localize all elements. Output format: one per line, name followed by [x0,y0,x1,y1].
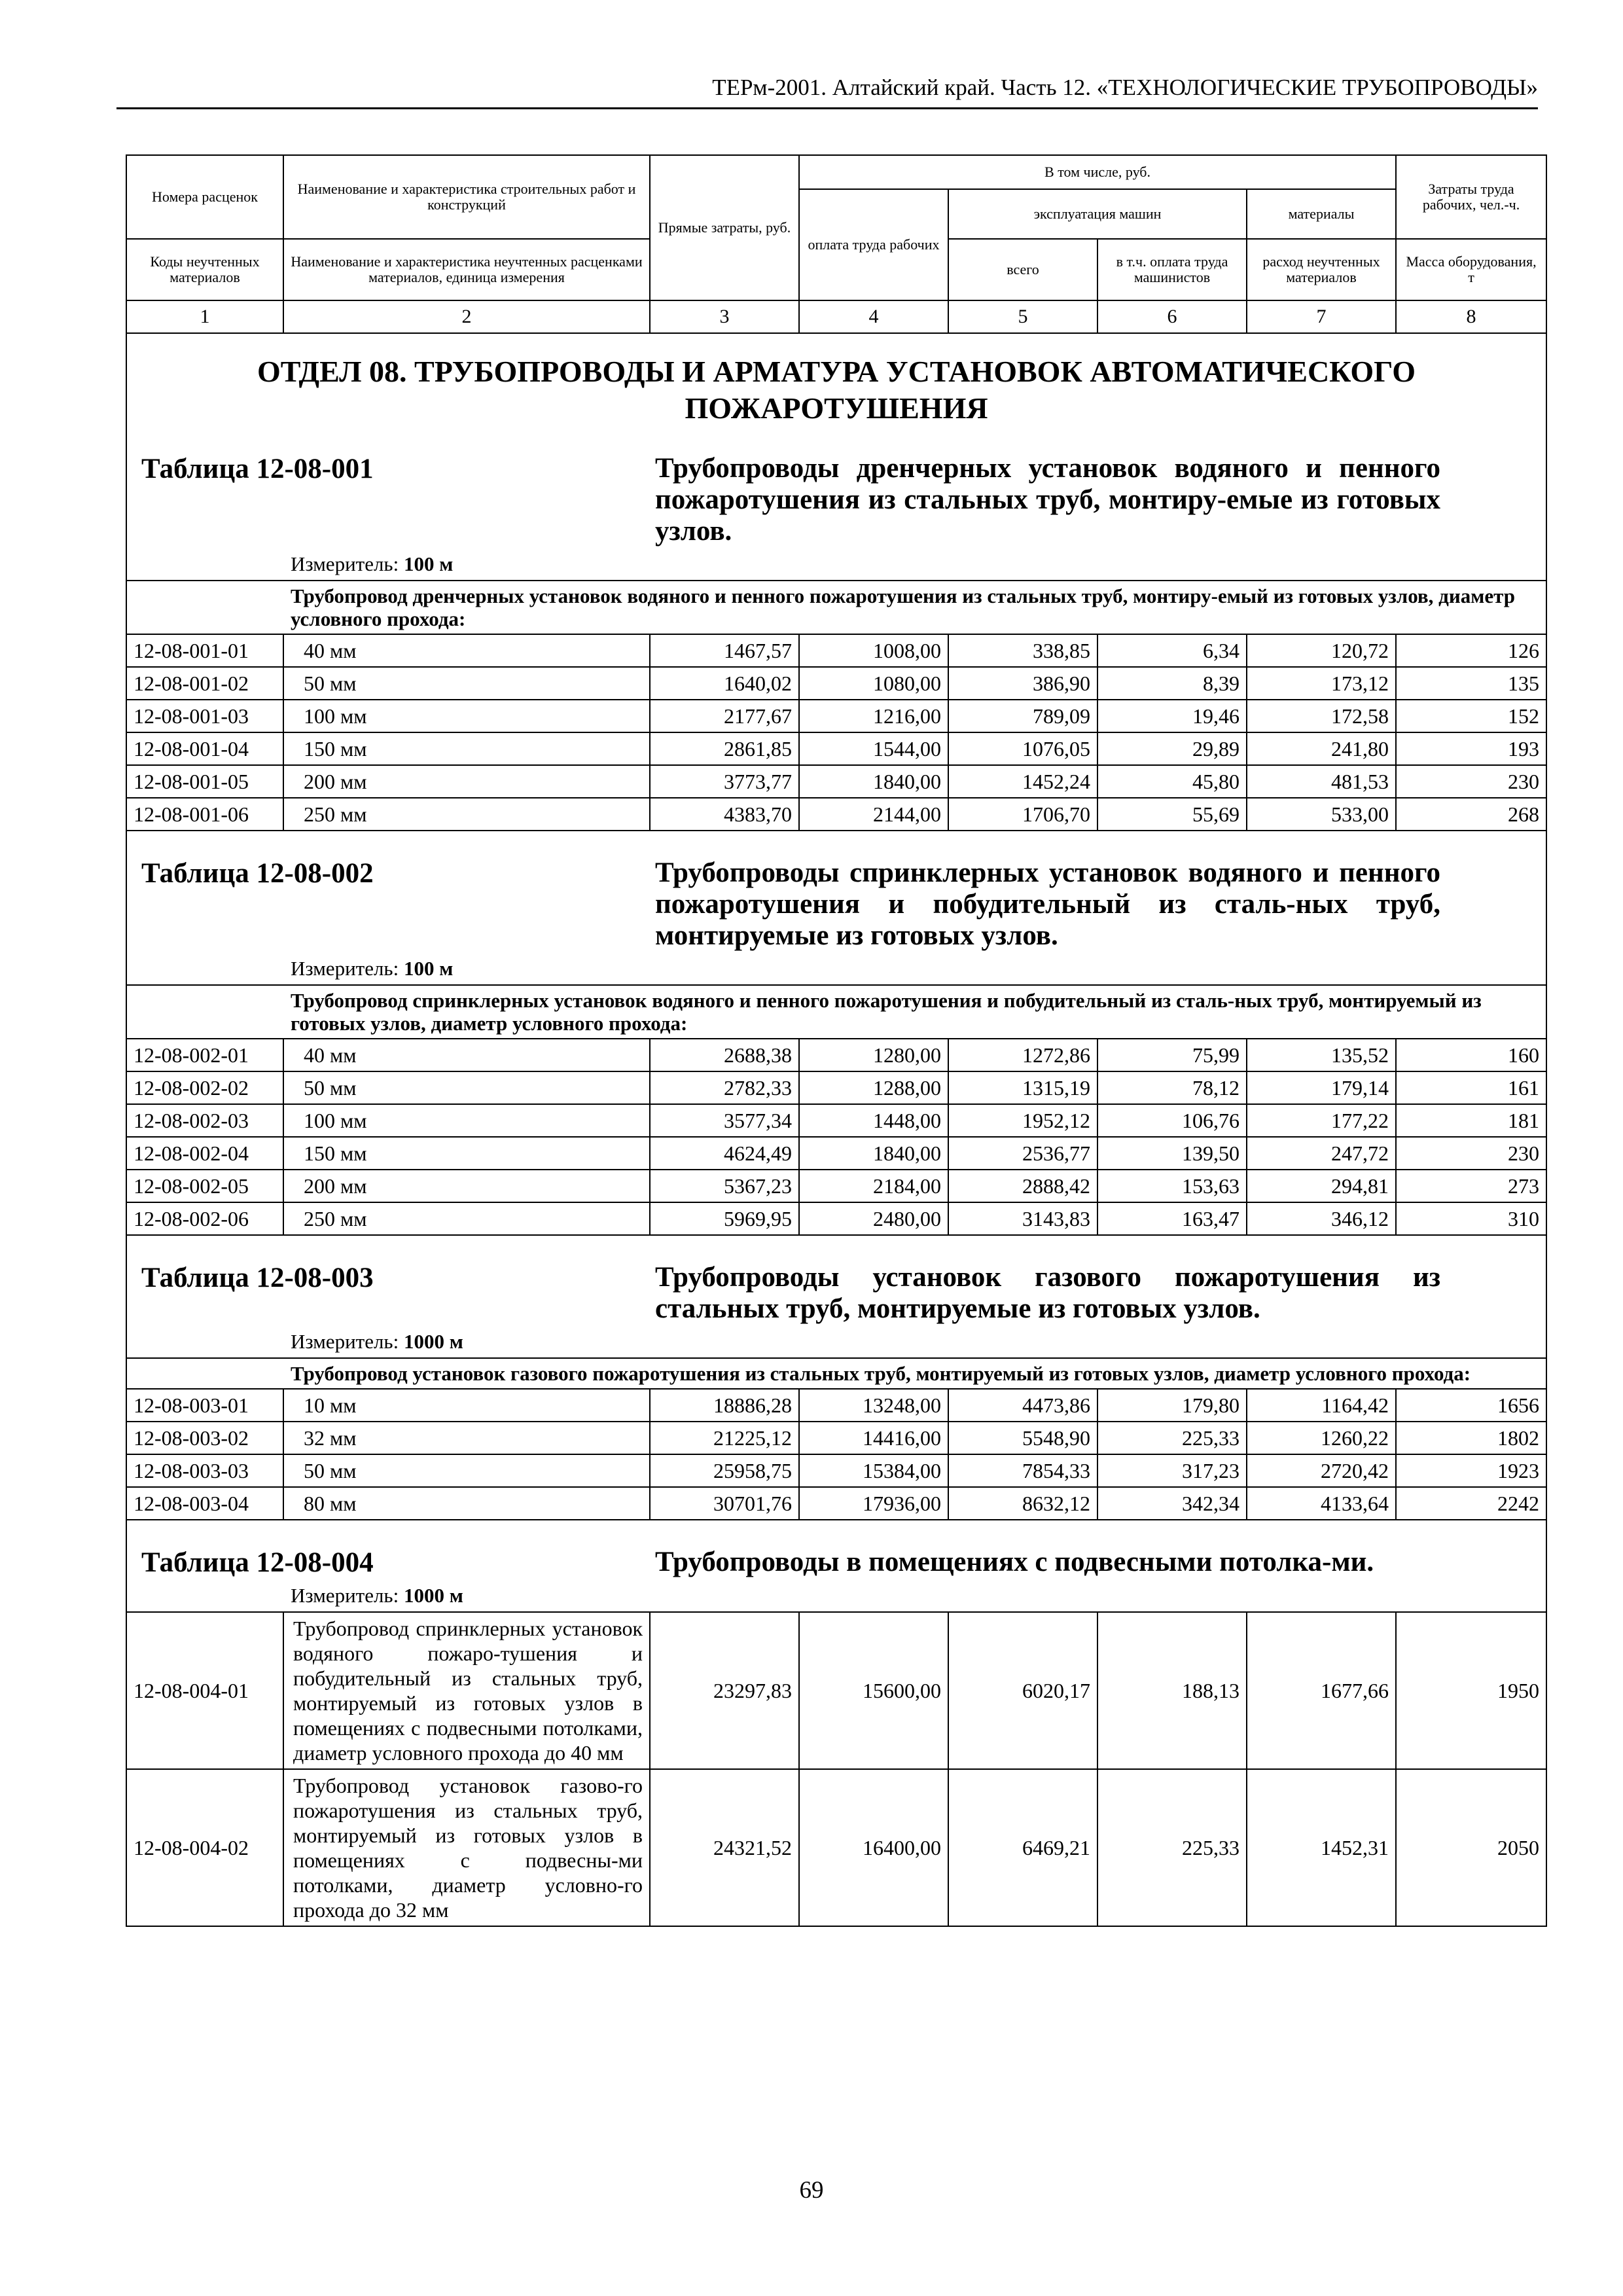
table-cell: 17936,00 [799,1487,948,1520]
table-cell: 5367,23 [650,1170,799,1202]
table-cell: 1008,00 [799,634,948,667]
table-cell: 241,80 [1247,732,1396,765]
measure-label: Измеритель: [291,552,399,575]
department-row [126,333,1546,427]
table-cell: 139,50 [1097,1137,1247,1170]
table-heading-row [126,831,1546,985]
table-cell: 100 мм [283,700,650,732]
table-cell: 230 [1396,1137,1546,1170]
table-heading-cell [126,831,1546,985]
measure-label: Измеритель: [291,957,399,980]
table-heading-cell [126,1235,1546,1358]
table-row [126,667,1546,700]
table-cell: 15600,00 [799,1612,948,1769]
table-cell: 12-08-001-02 [126,667,283,700]
table-cell: 12-08-002-06 [126,1202,283,1235]
running-header: ТЕРм-2001. Алтайский край. Часть 12. «ТЕХНОЛОГИЧЕСКИЕ ТРУБОПРОВОДЫ» [116,73,1538,109]
table-row [126,1612,1546,1769]
table-cell: 100 мм [283,1104,650,1137]
table-cell: 789,09 [948,700,1097,732]
measure-label: Измеритель: [291,1584,399,1607]
table-row [126,1137,1546,1170]
table-cell: 2782,33 [650,1071,799,1104]
table-cell: 160 [1396,1039,1546,1071]
group-heading-row [126,985,1546,1039]
measure-line [127,547,1546,580]
table-cell: 2184,00 [799,1170,948,1202]
table-cell: 12-08-002-05 [126,1170,283,1202]
column-number: 4 [799,300,948,333]
table-cell: 1840,00 [799,765,948,798]
table-cell: 173,12 [1247,667,1396,700]
table-cell: 1272,86 [948,1039,1097,1071]
table-heading-row [126,1520,1546,1612]
table-cell: 12-08-003-01 [126,1389,283,1422]
table-cell: 12-08-002-02 [126,1071,283,1104]
table-number: Таблица 12-08-002 [141,858,374,889]
table-title-block [127,427,1546,547]
table-cell: 4133,64 [1247,1487,1396,1520]
table-title-block [127,1236,1546,1325]
column-number: 2 [283,300,650,333]
table-row [126,1071,1546,1104]
table-cell: 2480,00 [799,1202,948,1235]
table-cell: 294,81 [1247,1170,1396,1202]
table-cell: 8632,12 [948,1487,1097,1520]
table-cell: Трубопровод спринклерных установок водяного пожаро-тушения и побудительный из стальных труб, монтируемый из готовых узлов в помещениях с подвесными потолками, диаметр условного прохода до 40 мм [283,1612,650,1769]
table-cell: 126 [1396,634,1546,667]
table-cell: 172,58 [1247,700,1396,732]
col-mass: Масса оборудования, т [1396,239,1546,300]
table-cell: 200 мм [283,765,650,798]
table-title-block [127,1520,1546,1579]
table-cell: 181 [1396,1104,1546,1137]
col-total: всего [948,239,1097,300]
table-cell: 1315,19 [948,1071,1097,1104]
table-cell: 45,80 [1097,765,1247,798]
table-cell: 1640,02 [650,667,799,700]
table-cell: 533,00 [1247,798,1396,831]
table-row [126,1454,1546,1487]
group-heading: Трубопровод спринклерных установок водяного и пенного пожаротушения и побудительный из сталь-ных труб, монтируемый из готовых узлов, диаметр условного прохода: [126,985,1546,1039]
table-cell: 12-08-004-01 [126,1612,283,1769]
table-cell: 153,63 [1097,1170,1247,1202]
table-cell: 106,76 [1097,1104,1247,1137]
table-cell: 338,85 [948,634,1097,667]
table-cell: 2050 [1396,1769,1546,1926]
table-cell: 16400,00 [799,1769,948,1926]
table-cell: 342,34 [1097,1487,1247,1520]
col-uncounted: Наименование и характеристика неучтенных расценками материалов, единица измерения [283,239,650,300]
page-number: 69 [799,2177,824,2204]
table-cell: 1080,00 [799,667,948,700]
table-row [126,1389,1546,1422]
table-cell: 1288,00 [799,1071,948,1104]
table-cell: 250 мм [283,1202,650,1235]
table-cell: 23297,83 [650,1612,799,1769]
table-cell: 273 [1396,1170,1546,1202]
table-cell: 481,53 [1247,765,1396,798]
measure-line [127,952,1546,984]
col-machines: эксплуатация машин [948,189,1247,239]
table-cell: 12-08-004-02 [126,1769,283,1926]
table-cell: 310 [1396,1202,1546,1235]
column-number: 6 [1097,300,1247,333]
table-cell: 12-08-002-04 [126,1137,283,1170]
table-row [126,1104,1546,1137]
measure-line [127,1325,1546,1357]
table-cell: 4383,70 [650,798,799,831]
table-cell: 179,80 [1097,1389,1247,1422]
col-codes: Коды неучтенных материалов [126,239,283,300]
table-row [126,1170,1546,1202]
col-name: Наименование и характеристика строительных работ и конструкций [283,155,650,239]
table-cell: 12-08-002-03 [126,1104,283,1137]
table-cell: 6020,17 [948,1612,1097,1769]
table-row [126,700,1546,732]
table-cell: 1467,57 [650,634,799,667]
table-cell: 1452,31 [1247,1769,1396,1926]
table-title: Трубопроводы установок газового пожаротушения из стальных труб, монтируемые из готовых узлов. [655,1262,1440,1324]
table-cell: 225,33 [1097,1422,1247,1454]
table-cell: 386,90 [948,667,1097,700]
table-number: Таблица 12-08-003 [141,1263,374,1293]
table-heading-row [126,427,1546,581]
table-cell: 120,72 [1247,634,1396,667]
table-cell: Трубопровод установок газово-го пожаротушения из стальных труб, монтируемый из готовых узлов в помещениях с подвесны-ми потолками, диаметр условно-го прохода до 32 мм [283,1769,650,1926]
table-cell: 2536,77 [948,1137,1097,1170]
table-cell: 50 мм [283,667,650,700]
table-cell: 1544,00 [799,732,948,765]
table-cell: 1280,00 [799,1039,948,1071]
measure-value: 1000 м [403,1584,463,1607]
table-cell: 135 [1396,667,1546,700]
table-cell: 1706,70 [948,798,1097,831]
table-row [126,634,1546,667]
group-heading: Трубопровод установок газового пожаротушения из стальных труб, монтируемый из готовых узлов, диаметр условного прохода: [126,1358,1546,1389]
table-cell: 12-08-001-01 [126,634,283,667]
column-number: 8 [1396,300,1546,333]
table-cell: 2177,67 [650,700,799,732]
table-cell: 12-08-003-04 [126,1487,283,1520]
table-cell: 1452,24 [948,765,1097,798]
table-cell: 18886,28 [650,1389,799,1422]
table-cell: 1164,42 [1247,1389,1396,1422]
table-cell: 5548,90 [948,1422,1097,1454]
table-cell: 1076,05 [948,732,1097,765]
table-cell: 40 мм [283,634,650,667]
table-cell: 163,47 [1097,1202,1247,1235]
measure-value: 100 м [403,552,454,575]
col-wages: оплата труда рабочих [799,189,948,300]
table-cell: 32 мм [283,1422,650,1454]
measure-label: Измеритель: [291,1330,399,1353]
table-cell: 268 [1396,798,1546,831]
table-cell: 200 мм [283,1170,650,1202]
table-cell: 2144,00 [799,798,948,831]
table-cell: 2720,42 [1247,1454,1396,1487]
table-row [126,1202,1546,1235]
table-cell: 1952,12 [948,1104,1097,1137]
department-cell [126,333,1546,427]
table-cell: 30701,76 [650,1487,799,1520]
table-cell: 13248,00 [799,1389,948,1422]
table-cell: 3577,34 [650,1104,799,1137]
table-cell: 24321,52 [650,1769,799,1926]
measure-value: 100 м [403,957,454,980]
table-cell: 1950 [1396,1612,1546,1769]
table-cell: 12-08-002-01 [126,1039,283,1071]
table-cell: 7854,33 [948,1454,1097,1487]
col-rate-no: Номера расценок [126,155,283,239]
table-title: Трубопроводы в помещениях с подвесными потолка-ми. [655,1547,1374,1577]
table-row [126,1769,1546,1926]
table-heading-cell [126,427,1546,581]
rates-table [126,154,1547,1927]
table-row [126,765,1546,798]
table-cell: 150 мм [283,1137,650,1170]
table-cell: 2861,85 [650,732,799,765]
table-cell: 346,12 [1247,1202,1396,1235]
col-direct: Прямые затраты, руб. [650,155,799,300]
table-cell: 247,72 [1247,1137,1396,1170]
table-cell: 75,99 [1097,1039,1247,1071]
table-cell: 250 мм [283,798,650,831]
column-number: 1 [126,300,283,333]
table-cell: 152 [1396,700,1546,732]
table-cell: 5969,95 [650,1202,799,1235]
table-cell: 12-08-001-06 [126,798,283,831]
table-row [126,1487,1546,1520]
group-heading: Трубопровод дренчерных установок водяного и пенного пожаротушения из стальных труб, монтиру-емый из готовых узлов, диаметр условного прохода: [126,581,1546,634]
table-cell: 1923 [1396,1454,1546,1487]
table-cell: 2242 [1396,1487,1546,1520]
column-number: 7 [1247,300,1396,333]
table-cell: 150 мм [283,732,650,765]
table-cell: 4473,86 [948,1389,1097,1422]
table-cell: 2888,42 [948,1170,1097,1202]
table-number: Таблица 12-08-004 [141,1547,374,1578]
table-cell: 1677,66 [1247,1612,1396,1769]
group-heading-row [126,581,1546,634]
table-cell: 12-08-001-04 [126,732,283,765]
col-incl-wages: в т.ч. оплата труда машинистов [1097,239,1247,300]
table-cell: 1840,00 [799,1137,948,1170]
table-cell: 12-08-001-03 [126,700,283,732]
table-cell: 8,39 [1097,667,1247,700]
table-cell: 1656 [1396,1389,1546,1422]
table-cell: 21225,12 [650,1422,799,1454]
table-cell: 177,22 [1247,1104,1396,1137]
table-cell: 3773,77 [650,765,799,798]
table-cell: 3143,83 [948,1202,1097,1235]
measure-line [127,1579,1546,1611]
table-cell: 179,14 [1247,1071,1396,1104]
table-title: Трубопроводы спринклерных установок водяного и пенного пожаротушения и побудительный из сталь-ных труб, монтируемые из готовых узлов. [655,857,1440,951]
table-cell: 15384,00 [799,1454,948,1487]
table-cell: 4624,49 [650,1137,799,1170]
table-cell: 80 мм [283,1487,650,1520]
col-labor: Затраты труда рабочих, чел.-ч. [1396,155,1546,239]
table-cell: 1802 [1396,1422,1546,1454]
table-cell: 161 [1396,1071,1546,1104]
table-number: Таблица 12-08-001 [141,454,374,484]
column-number: 5 [948,300,1097,333]
table-cell: 14416,00 [799,1422,948,1454]
table-cell: 193 [1396,732,1546,765]
table-heading-row [126,1235,1546,1358]
table-cell: 188,13 [1097,1612,1247,1769]
table-cell: 1216,00 [799,700,948,732]
table-cell: 12-08-001-05 [126,765,283,798]
table-row [126,732,1546,765]
table-cell: 1448,00 [799,1104,948,1137]
table-cell: 19,46 [1097,700,1247,732]
col-materials: материалы [1247,189,1396,239]
table-cell: 230 [1396,765,1546,798]
table-row [126,798,1546,831]
table-cell: 55,69 [1097,798,1247,831]
table-title-block [127,831,1546,952]
table-cell: 50 мм [283,1454,650,1487]
table-cell: 6,34 [1097,634,1247,667]
department-title: ОТДЕЛ 08. ТРУБОПРОВОДЫ И АРМАТУРА УСТАНОВОК АВТОМАТИЧЕСКОГО ПОЖАРОТУШЕНИЯ [257,355,1416,425]
group-heading-row [126,1358,1546,1389]
table-title: Трубопроводы дренчерных установок водяного и пенного пожаротушения из стальных труб, монтиру-емые из готовых узлов. [655,453,1440,547]
table-heading-cell [126,1520,1546,1612]
table-cell: 6469,21 [948,1769,1097,1926]
table-cell: 317,23 [1097,1454,1247,1487]
table-cell: 10 мм [283,1389,650,1422]
table-cell: 12-08-003-02 [126,1422,283,1454]
column-number: 3 [650,300,799,333]
table-cell: 135,52 [1247,1039,1396,1071]
table-cell: 29,89 [1097,732,1247,765]
col-usage: расход неучтенных материалов [1247,239,1396,300]
table-cell: 78,12 [1097,1071,1247,1104]
table-cell: 50 мм [283,1071,650,1104]
table-row [126,1039,1546,1071]
col-incl: В том числе, руб. [799,155,1396,189]
table-cell: 1260,22 [1247,1422,1396,1454]
table-cell: 12-08-003-03 [126,1454,283,1487]
measure-value: 1000 м [403,1330,463,1353]
table-cell: 25958,75 [650,1454,799,1487]
table-cell: 225,33 [1097,1769,1247,1926]
table-row [126,1422,1546,1454]
table-cell: 40 мм [283,1039,650,1071]
table-cell: 2688,38 [650,1039,799,1071]
